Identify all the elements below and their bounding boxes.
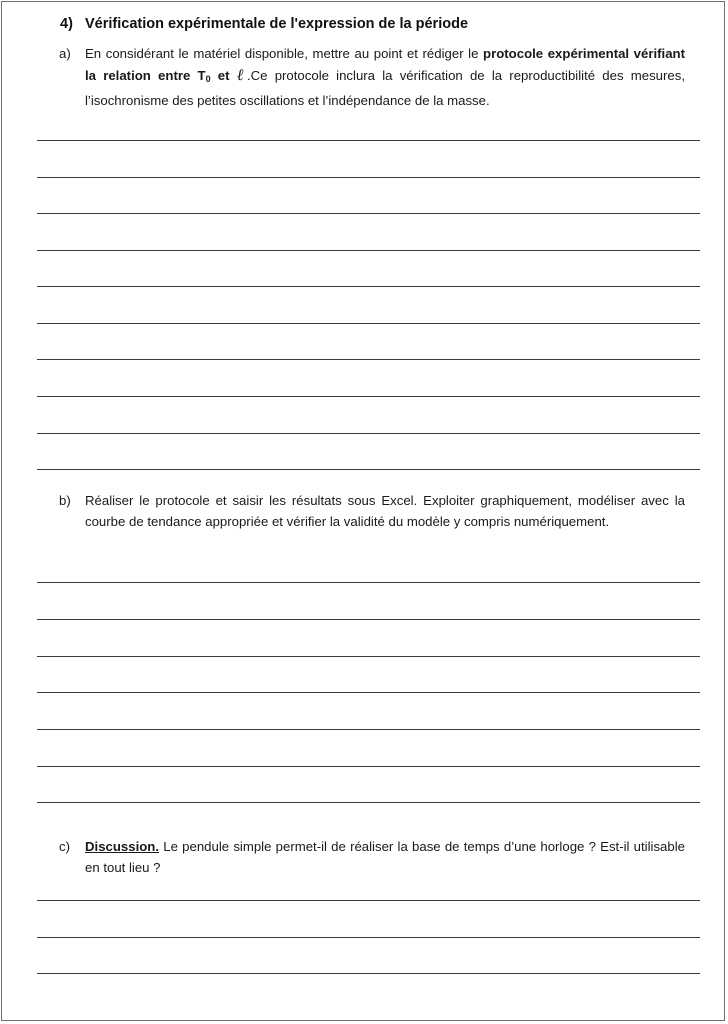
- section-number: 4): [60, 16, 73, 32]
- answer-line-a-7[interactable]: [37, 359, 700, 360]
- worksheet-page: [1, 1, 725, 1021]
- answer-line-a-2[interactable]: [37, 177, 700, 178]
- answer-line-c-3[interactable]: [37, 973, 700, 974]
- question-b-letter: b): [59, 493, 71, 508]
- answer-line-b-2[interactable]: [37, 619, 700, 620]
- answer-line-a-1[interactable]: [37, 140, 700, 141]
- question-a: [59, 43, 685, 111]
- answer-line-a-5[interactable]: [37, 286, 700, 287]
- answer-line-b-1[interactable]: [37, 582, 700, 583]
- answer-line-c-1[interactable]: [37, 900, 700, 901]
- answer-line-a-8[interactable]: [37, 396, 700, 397]
- section-heading: [60, 16, 468, 32]
- question-b-text: Réaliser le protocole et saisir les résultats sous Excel. Exploiter graphiquement, modéliser avec la courbe de tendance appropriée et vérifier la validité du modèle y compris numériquement.: [85, 493, 685, 529]
- question-c-text: Discussion. Le pendule simple permet-il de réaliser la base de temps d’une horloge ? Est-il utilisable en tout lieu ?: [85, 839, 685, 875]
- answer-line-a-4[interactable]: [37, 250, 700, 251]
- question-c: [59, 836, 685, 878]
- answer-line-c-2[interactable]: [37, 937, 700, 938]
- discussion-label: Discussion.: [85, 839, 160, 854]
- answer-line-a-9[interactable]: [37, 433, 700, 434]
- answer-line-a-10[interactable]: [37, 469, 700, 470]
- answer-line-b-4[interactable]: [37, 692, 700, 693]
- answer-line-a-3[interactable]: [37, 213, 700, 214]
- length-symbol: ℓ: [236, 65, 247, 84]
- question-b: [59, 490, 685, 532]
- answer-line-b-5[interactable]: [37, 729, 700, 730]
- section-title: Vérification expérimentale de l'expression de la période: [85, 16, 469, 32]
- answer-line-a-6[interactable]: [37, 323, 700, 324]
- protocol-emphasis: protocole expérimental vérifiant la relation entre $T_0$ et: [85, 46, 685, 84]
- question-c-letter: c): [59, 839, 70, 854]
- question-a-letter: a): [59, 46, 71, 61]
- question-a-text: En considérant le matériel disponible, mettre au point et rédiger le protocole expérimental vérifiant la relation entre $T_0$ et ℓ.Ce protocole inclura la vérification de la reproductibilité des mesures, l’isochronisme des petites oscillations et l’indépendance de la masse.: [85, 46, 685, 108]
- answer-line-b-6[interactable]: [37, 766, 700, 767]
- answer-line-b-3[interactable]: [37, 656, 700, 657]
- answer-line-b-7[interactable]: [37, 802, 700, 803]
